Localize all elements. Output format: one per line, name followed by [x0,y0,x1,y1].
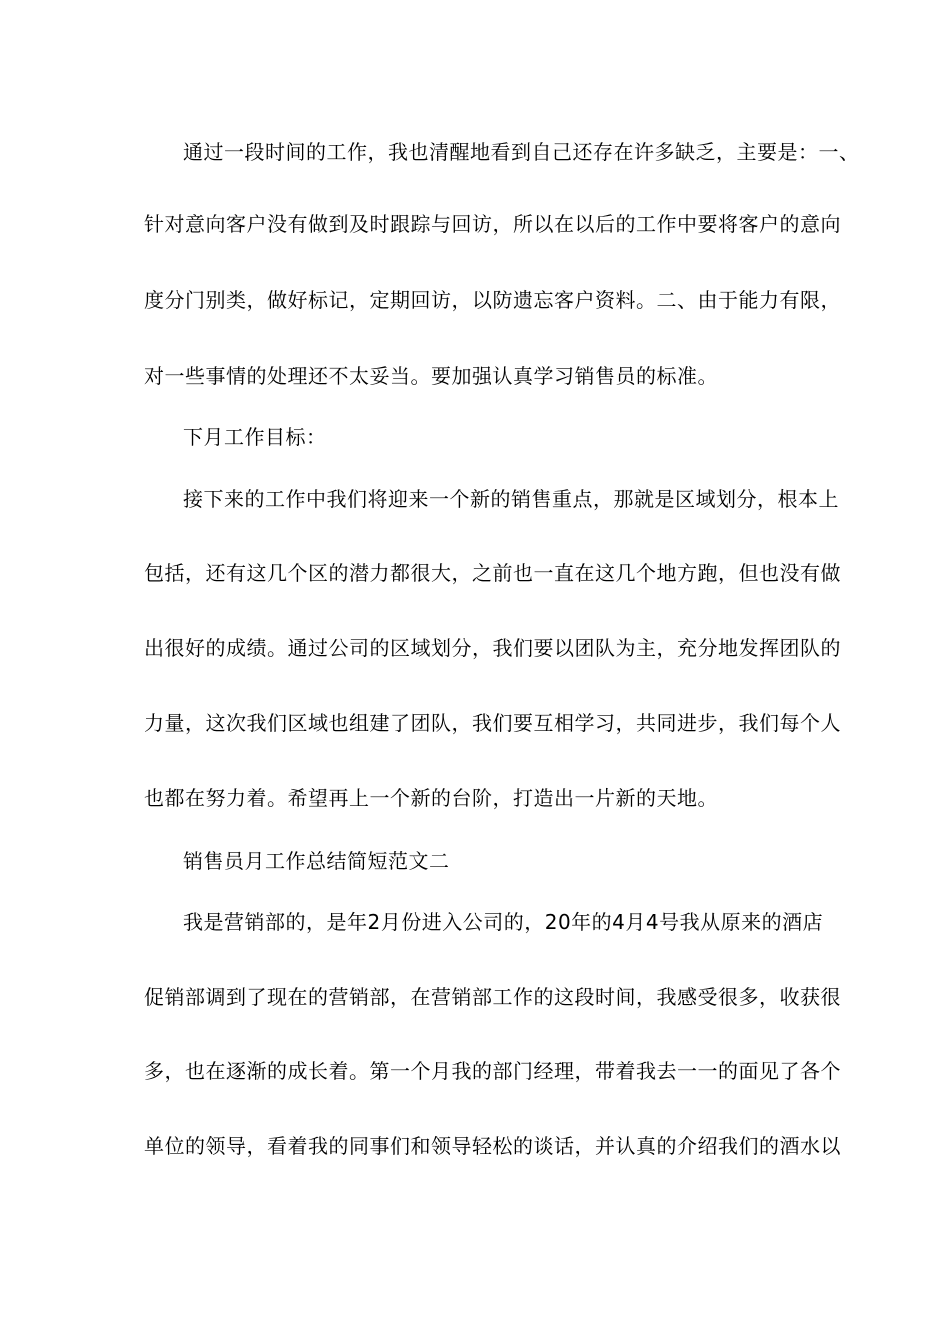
text-line: 单位的领导，看着我的同事们和领导轻松的谈话，并认真的介绍我们的酒水以 [144,1134,841,1158]
text-line: 力量，这次我们区域也组建了团队，我们要互相学习，共同进步，我们每个人 [144,711,841,735]
text-line: 接下来的工作中我们将迎来一个新的销售重点，那就是区域划分，根本上 [183,487,839,511]
section-heading: 销售员月工作总结简短范文二 [183,849,450,873]
text-line: 多，也在逐渐的成长着。第一个月我的部门经理，带着我去一一的面见了各个 [144,1059,841,1083]
text-line: 度分门别类，做好标记，定期回访，以防遗忘客户资料。二、由于能力有限， [144,288,841,312]
text-line: 我是营销部的，是年2月份进入公司的，20年的4月4号我从原来的酒店 [183,910,824,934]
section-heading: 下月工作目标： [183,425,327,449]
text-line: 对一些事情的处理还不太妥当。要加强认真学习销售员的标准。 [144,364,718,388]
text-line: 针对意向客户没有做到及时跟踪与回访，所以在以后的工作中要将客户的意向 [144,212,841,236]
text-line: 包括，还有这几个区的潜力都很大，之前也一直在这几个地方跑，但也没有做 [144,561,841,585]
text-line: 也都在努力着。希望再上一个新的台阶，打造出一片新的天地。 [144,786,718,810]
text-line: 出很好的成绩。通过公司的区域划分，我们要以团队为主，充分地发挥团队的 [144,636,841,660]
text-line: 促销部调到了现在的营销部，在营销部工作的这段时间，我感受很多，收获很 [144,985,841,1009]
text-line: 通过一段时间的工作，我也清醒地看到自己还存在许多缺乏，主要是：一、 [183,140,860,164]
